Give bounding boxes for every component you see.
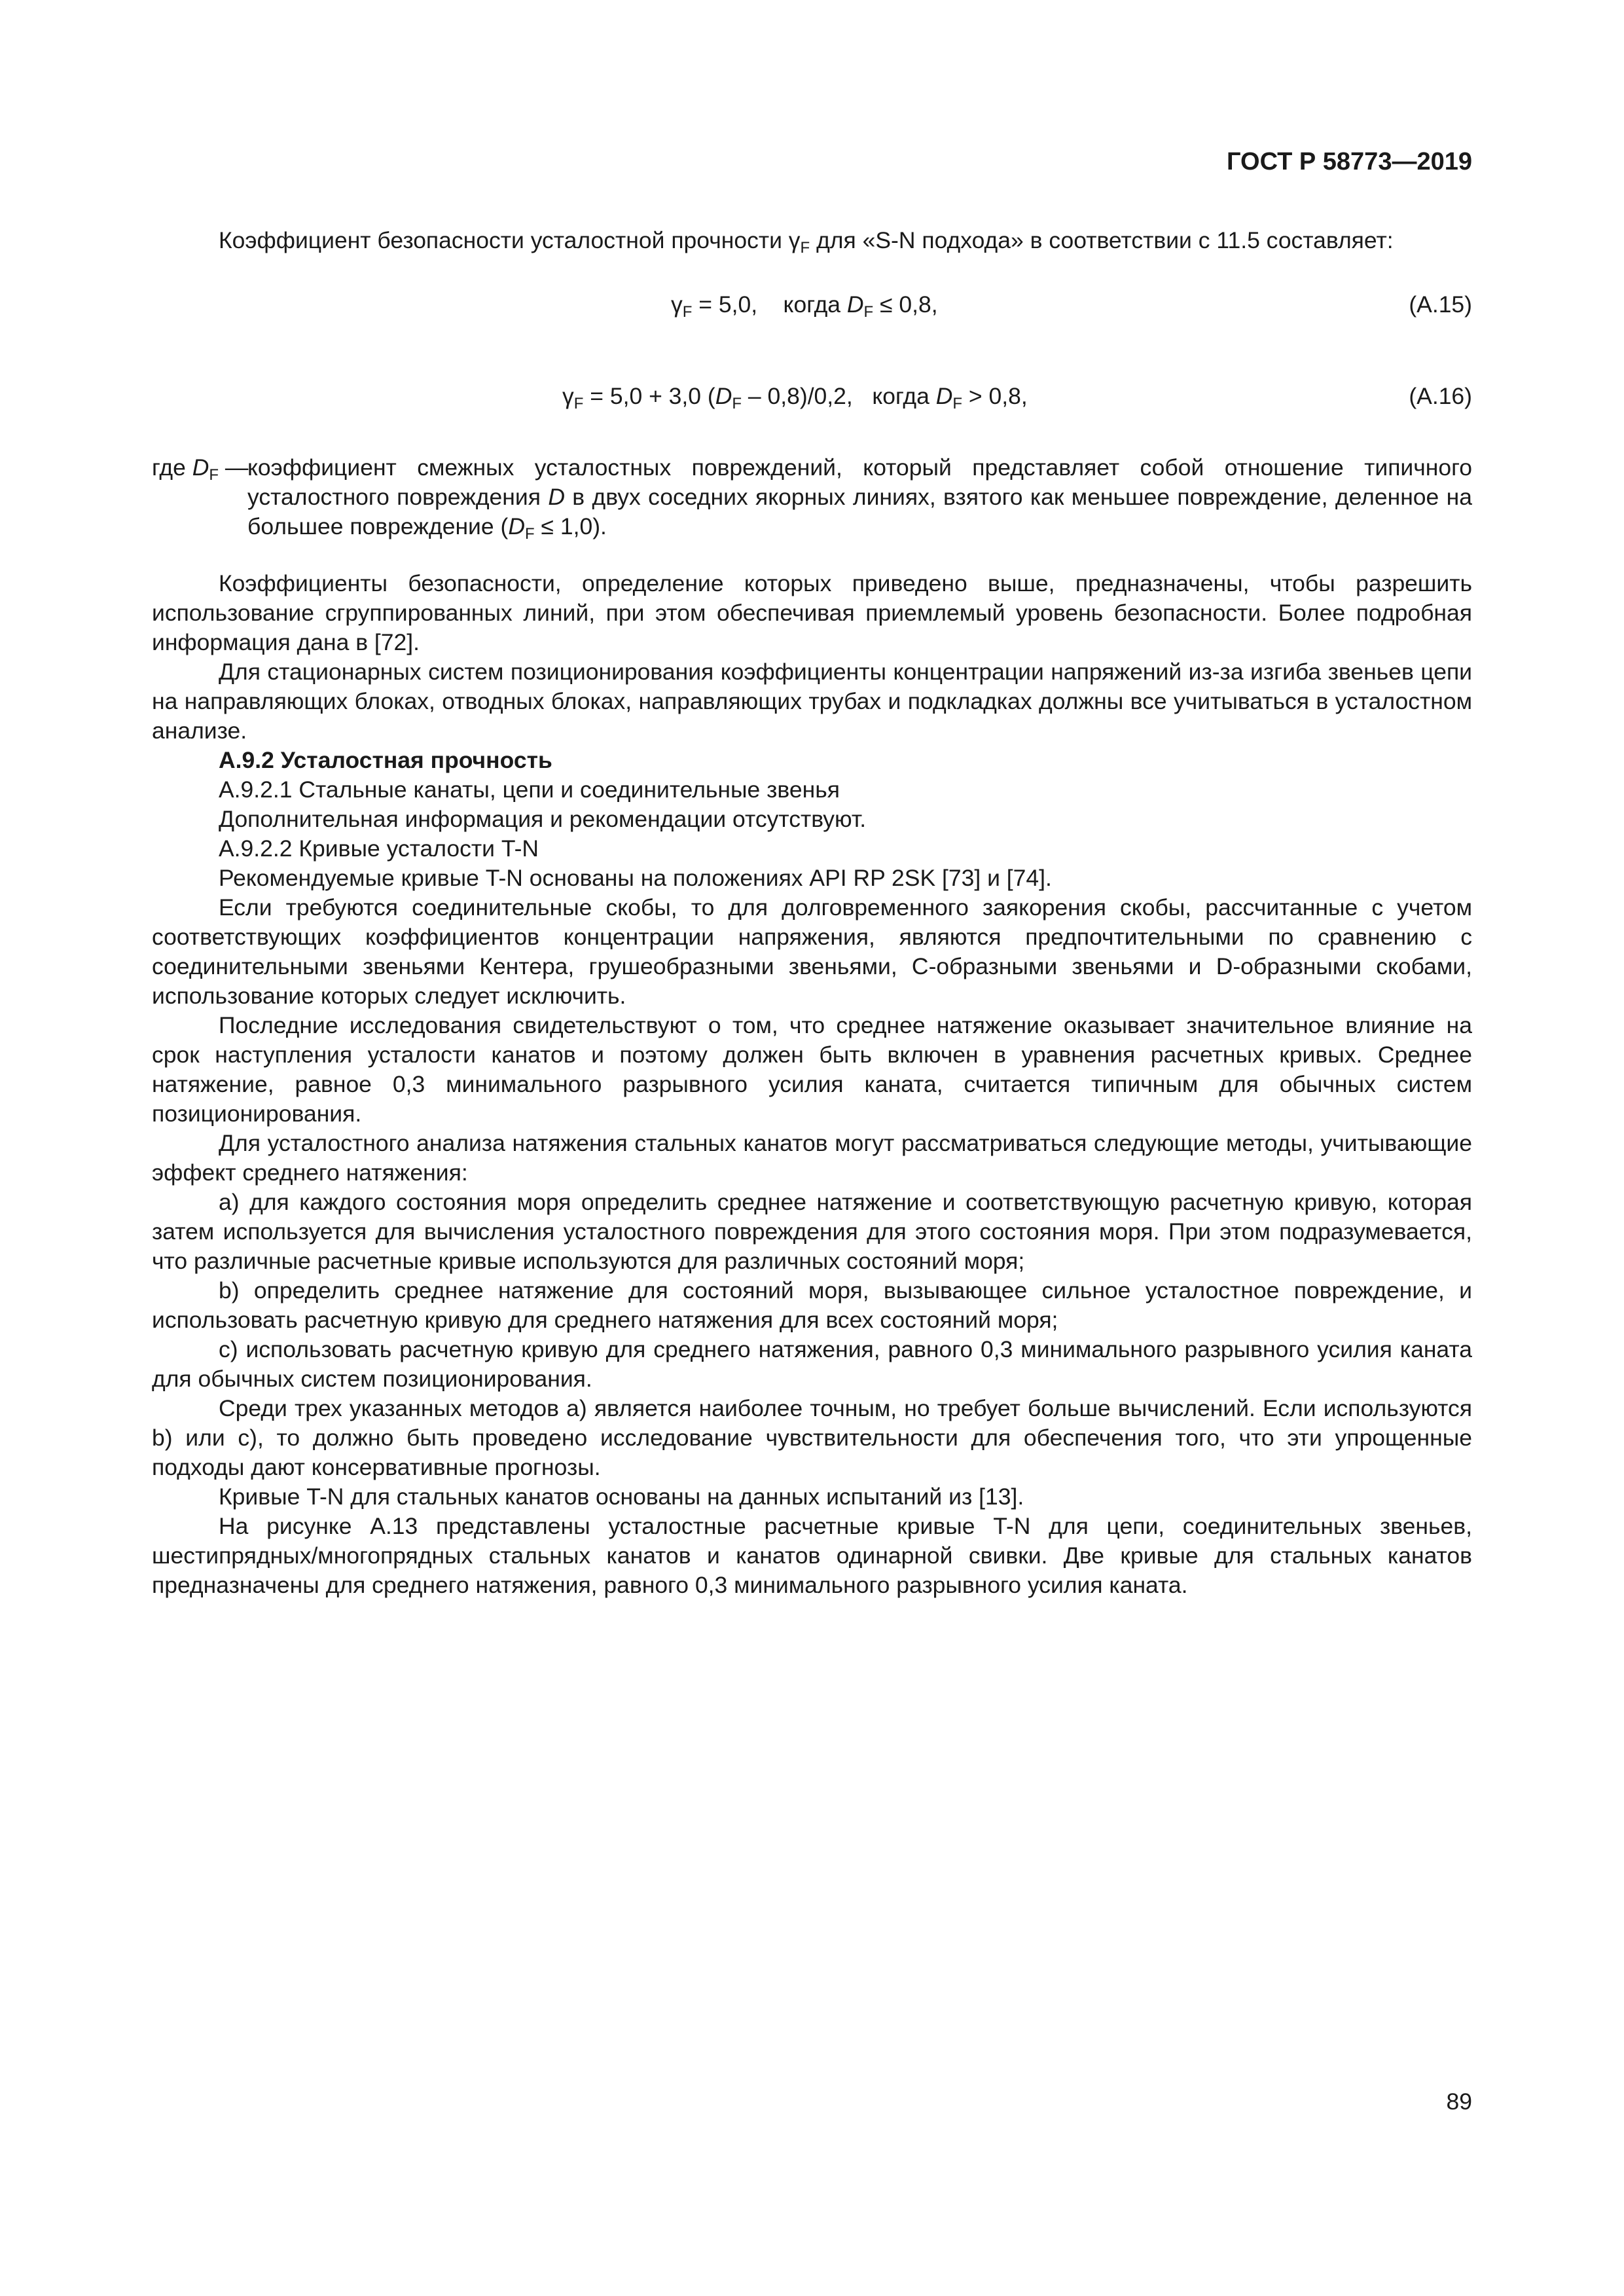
paragraph-methods-intro: Для усталостного анализа натяжения стальных канатов могут рассматриваться следующие методы, учитывающие эффект среднего натяжения: xyxy=(152,1130,1472,1186)
paragraph-stress-concentration: Для стационарных систем позиционирования коэффициенты концентрации напряжений из-за изгиба звеньев цепи на направляющих блоках, отводных блоках, направляющих трубах и подкладках должны все учитываться в усталостном анализе. xyxy=(152,659,1472,744)
intro-paragraph xyxy=(152,226,1472,263)
list-item-b: b) определить среднее натяжение для состояний моря, вызывающее сильное усталостное повреждение, и использовать расчетную кривую для среднего натяжения для всех состояний моря; xyxy=(152,1277,1472,1333)
formula-a15 xyxy=(152,291,1472,323)
where-text: коэффициент смежных усталостных повреждений, который представляет собой отношение типичного усталостного повреждения D в двух соседних якорных линиях, взятого как меньшее повреждение, деленное на большее повреждение $(D_F \le 1,0)$. xyxy=(247,454,1472,543)
paragraph-no-info: Дополнительная информация и рекомендации отсутствуют. xyxy=(219,806,867,832)
formula-a16 xyxy=(152,383,1472,414)
intro-subscript: F xyxy=(800,239,810,257)
page-number: 89 xyxy=(1446,2088,1472,2115)
list-item-c: c) использовать расчетную кривую для среднего натяжения, равного 0,3 минимального разрывного усилия каната для обычных систем позиционирования. xyxy=(152,1336,1472,1392)
formula-a16-number: (А.16) xyxy=(1409,383,1472,409)
main-text xyxy=(152,569,1472,1600)
formula-a16-expression: $\gamma_F = 5,0 + 3,0$ $(D_F - 0,8)/0,2$, когда $D_F > 0,8$, xyxy=(562,383,1028,412)
paragraph-safety-factors: Коэффициенты безопасности, определение которых приведено выше, предназначены, чтобы разрешить использование сгруппированных линий, при этом обеспечивая приемлемый уровень безопасности. Более подробная информация дана в [72]. xyxy=(152,570,1472,655)
list-item-a: a) для каждого состояния моря определить среднее натяжение и соответствующую расчетную кривую, которая затем используется для вычисления усталостного повреждения для этого состояния моря. При этом подразумевается, что различные расчетные кривые используются для различных состояний моря; xyxy=(152,1189,1472,1274)
where-label: где $D_F$ — xyxy=(152,454,249,484)
formula-a15-expression: $\gamma_F = 5,0$, когда $D_F \le 0,8$, xyxy=(671,291,938,321)
intro-text-end: для «S-N подхода» в соответствии с 11.5 составляет: xyxy=(810,227,1394,253)
intro-text-start: Коэффициент безопасности усталостной прочности γ xyxy=(219,227,801,253)
paragraph-methods-comparison: Среди трех указанных методов а) является наиболее точным, но требует больше вычислений. Если используются b) или с), то должно быть проведено исследование чувствительности для обеспечения того, что эти упрощенные подходы дают консервативные прогнозы. xyxy=(152,1395,1472,1480)
paragraph-shackles: Если требуются соединительные скобы, то для долговременного заякорения скобы, рассчитанные с учетом соответствующих коэффициентов концентрации напряжения, являются предпочтительными по сравнению с соединительными звеньями Кентера, грушеобразными звеньями, С-образными звеньями и D-образными скобами, использование которых следует исключить. xyxy=(152,894,1472,1009)
paragraph-figure-a13: На рисунке А.13 представлены усталостные расчетные кривые T-N для цепи, соединительных звеньев, шестипрядных/многопрядных стальных канатов и канатов одинарной свивки. Две кривые для стальных канатов предназначены для среднего натяжения, равного 0,3 минимального разрывного усилия каната. xyxy=(152,1513,1472,1598)
formula-a15-number: (А.15) xyxy=(1409,291,1472,318)
paragraph-recommended-curves: Рекомендуемые кривые T-N основаны на положениях API RP 2SK [73] и [74]. xyxy=(219,865,1052,891)
where-definition xyxy=(152,453,1472,549)
document-number: ГОСТ Р 58773—2019 xyxy=(1227,148,1472,175)
paragraph-mean-tension: Последние исследования свидетельствуют о том, что среднее натяжение оказывает значительное влияние на срок наступления усталости канатов и поэтому должен быть включен в уравнения расчетных кривых. Среднее натяжение, равное 0,3 минимального разрывного усилия каната, считается типичным для обычных систем позиционирования. xyxy=(152,1012,1472,1127)
subsection-heading-a921: А.9.2.1 Стальные канаты, цепи и соединительные звенья xyxy=(219,776,840,803)
section-heading-a92: А.9.2 Усталостная прочность xyxy=(219,747,552,773)
subsection-heading-a922: А.9.2.2 Кривые усталости T-N xyxy=(219,835,539,862)
paragraph-test-data: Кривые T-N для стальных канатов основаны на данных испытаний из [13]. xyxy=(219,1484,1024,1510)
